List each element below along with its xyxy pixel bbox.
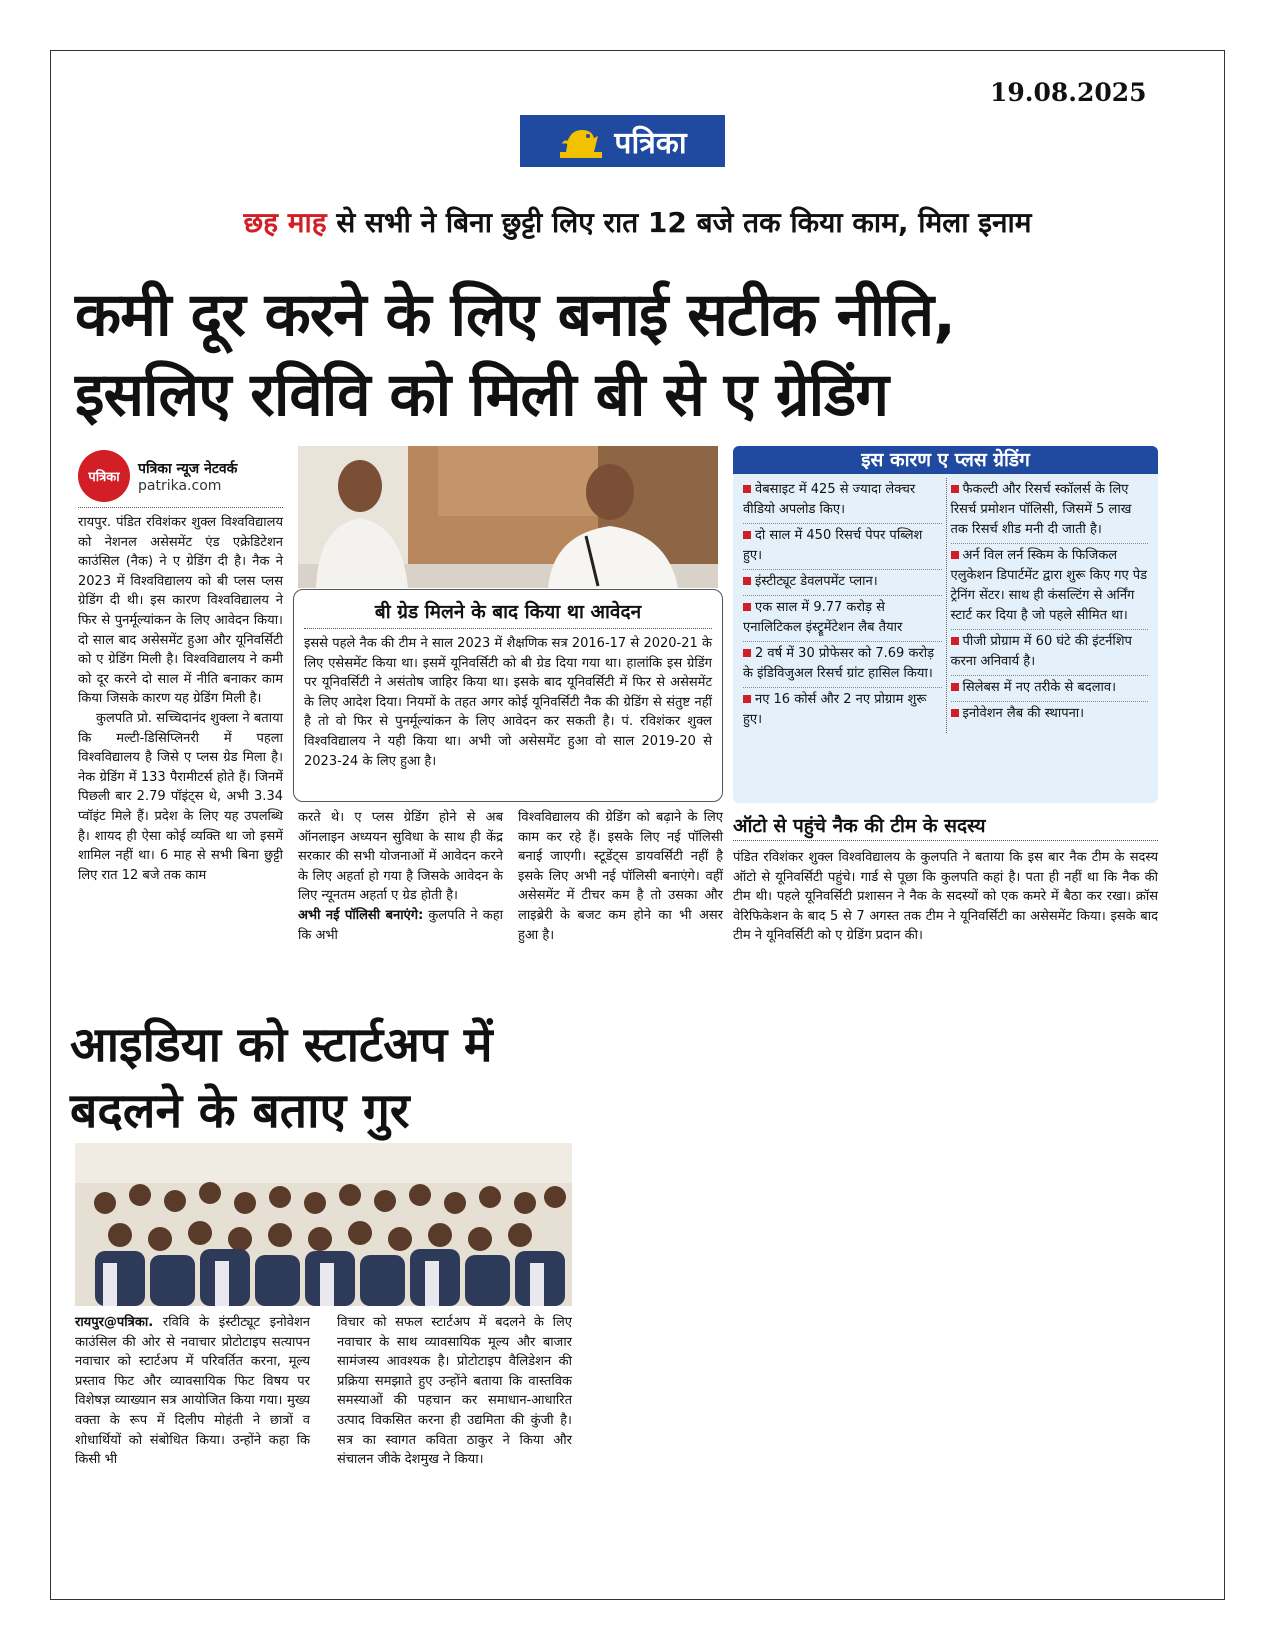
kicker-highlight: छह माह: [243, 206, 327, 239]
startup-headline: [70, 1012, 590, 1144]
list-item: इनोवेशन लैब की स्थापना।: [951, 702, 1149, 727]
article3-col2-text: विचार को सफल स्टार्टअप में बदलने के लिए नवाचार के साथ व्यावसायिक मूल्य और बाजार सामंजस्य आवश्यक है। प्रोटोटाइप वैलिडेशन की प्रक्रिया समझाते हुए उन्होंने बताया कि वास्तविक समस्याओं की पहचान कर समाधान-आधारित उत्पाद विकसित करना ही उद्यमिता की कुंजी है। सत्र का स्वागत कविता ठाकुर ने किया और संचालन जीके देशमुख ने किया।: [337, 1315, 572, 1468]
bullet-square-icon: [743, 649, 751, 657]
main-headline-line-2: इसलिए रविवि को मिली बी से ए ग्रेडिंग: [75, 360, 889, 430]
bullet-square-icon: [951, 485, 959, 493]
bullet-square-icon: [951, 709, 959, 717]
list-item: पीजी प्रोग्राम में 60 घंटे की इंटर्नशिप करना अनिवार्य है।: [951, 630, 1149, 676]
bullet-square-icon: [951, 637, 959, 645]
bullet-square-icon: [951, 683, 959, 691]
article3-col1-text: रविवि के इंस्टीट्यूट इनोवेशन काउंसिल की ओर से नवाचार प्रोटोटाइप सत्यापन नवाचार को स्टार्टअप में परिवर्तित करना, मूल्य प्रस्ताव फिट और व्यावसायिक फिट विषय पर विशेषज्ञ व्याख्यान सत्र आयोजित किया गया। मुख्य वक्ता के रूप में दिलीप मोहंती ने छात्रों व शोधार्थियों को संबोधित किया। उन्होंने कहा कि किसी भी: [75, 1315, 310, 1468]
article1-column-1: [78, 513, 283, 885]
masthead-logo-text: पत्रिका: [614, 125, 687, 161]
article2-body: पंडित रविशंकर शुक्ल विश्वविद्यालय के कुलपति ने बताया कि इस बार नैक टीम के सदस्य ऑटो से यूनिवर्सिटी पहुंचे। गार्ड से पूछा कि कुलपति कहां है। पता ही नहीं था कि नैक की टीम थी। पहले यूनिवर्सिटी प्रशासन ने नैक के सदस्यों को एक कमरे में बैठा कर रखा। क्रॉस वेरिफिकेशन के बाद 5 से 7 अगस्त तक टीम ने यूनिवर्सिटी का असेसमेंट किया। इसके बाद टीम ने यूनिवर्सिटी को ए ग्रेडिंग प्रदान की।: [733, 850, 1158, 944]
article2-title: ऑटो से पहुंचे नैक की टीम के सदस्य: [733, 815, 986, 837]
article1-column-3: [518, 808, 723, 945]
byline-site: patrika.com: [138, 477, 222, 494]
bullet-square-icon: [743, 531, 751, 539]
list-item: फैकल्टी और रिसर्च स्कॉलर्स के लिए रिसर्च प्रमोशन पॉलिसी, जिसमें 5 लाख तक रिसर्च शीड मनी दी जाती है।: [951, 478, 1149, 544]
article1-paragraph-2: कुलपति प्रो. सच्चिदानंद शुक्ला ने बताया कि मल्टी-डिसिप्लिनरी में पहला विश्वविद्यालय है जिसे ए प्लस ग्रेड मिला है। नेक ग्रेडिंग में 133 पैरामीटर्स होते हैं। जिनमें पिछली बार 2.79 पॉइंट्स थे, अभी 3.34 प्वॉइंट मिले हैं। प्रदेश के लिए यह उपलब्धि है। शायद ही ऐसा कोई व्यक्ति था जो इसमें शामिल नहीं था। 6 माह से सभी बिना छुट्टी लिए रात 12 बजे तक काम: [78, 710, 283, 883]
list-item: वेबसाइट में 425 से ज्यादा लेक्चर वीडियो अपलोड किए।: [743, 478, 942, 524]
bullet-square-icon: [743, 577, 751, 585]
list-item: एक साल में 9.77 करोड़ से एनालिटिकल इंस्ट्रूमेंटेशन लैब तैयार: [743, 596, 942, 642]
list-item: अर्न विल लर्न स्किम के फिजिकल एलुकेशन डिपार्टमेंट द्वारा शुरू किए गए पेड ट्रेनिंग सेंटर। साथ ही कंसल्टिंग से अर्निंग स्टार्ट कर दिया है जो पहले सीमित था।: [951, 544, 1149, 630]
article1-column-2: [298, 808, 503, 945]
article1-col2-paragraph: करते थे। ए प्लस ग्रेडिंग होने से अब ऑनलाइन अध्ययन सुविधा के साथ ही केंद्र सरकार की सभी योजनाओं में आवेदन करने के लिए अहर्ता हो गया है जिसके आवेदन के लिए न्यूनतम अहर्ता ए ग्रेड होती है।: [298, 810, 503, 904]
a-plus-reasons-panel: [733, 446, 1158, 803]
article1-paragraph-1: रायपुर. पंडित रविशंकर शुक्ल विश्वविद्यालय को नेशनल असेसमेंट एंड एक्रेडिटेशन काउंसिल (नैक) ने ए ग्रेडिंग दी है। नैक ने 2023 में विश्वविद्यालय को बी प्लस प्लस ग्रेडिंग दी थी। इस कारण विश्वविद्यालय ने फिर से पुनर्मूल्यांकन के लिए आवेदन किया। दो साल बाद असेसमेंट हुआ और यूनिवर्सिटी को ए ग्रेडिंग मिली है। विश्वविद्यालय ने कमी को दूर करने दो साल में नीति बनाकर काम किया जिसके कारण यह ग्रेडिंग मिली है।: [78, 515, 283, 707]
list-item: दो साल में 450 रिसर्च पेपर पब्लिश हुए।: [743, 524, 942, 570]
panel-right-list: [946, 478, 1153, 733]
byline-divider: [78, 507, 283, 508]
article1-col2-tail: कुलपति ने कहा कि अभी: [298, 907, 503, 943]
bullet-square-icon: [743, 603, 751, 611]
byline: [78, 450, 237, 502]
list-item: इंस्टीट्यूट डेवलपमेंट प्लान।: [743, 570, 942, 596]
article3-dateline: रायपुर@पत्रिका.: [75, 1315, 154, 1330]
vice-chancellor-photo: [298, 446, 718, 588]
main-headline-line-1: कमी दूर करने के लिए बनाई सटीक नीति,: [75, 280, 955, 350]
clipping-date: 19.08.2025: [990, 78, 1147, 107]
list-item: सिलेबस में नए तरीके से बदलाव।: [951, 676, 1149, 702]
lion-emblem-icon: [558, 122, 604, 160]
startup-headline-line-2: बदलने के बताए गुर: [70, 1083, 410, 1139]
box1-divider: [304, 628, 712, 629]
article1-col3-paragraph: विश्वविद्यालय की ग्रेडिंग को बढ़ाने के लिए काम कर रहे हैं। इसके लिए नई पॉलिसी बनाई जाएगी। स्टूडेंट्स डायवर्सिटी नहीं है इसके लिए अभी नई पॉलिसी बनाएंगे। वहीं असेसमेंट में टीचर कम है तो उसका और लाइब्रेरी के बजट कम होने का भी असर हुआ है।: [518, 810, 723, 943]
main-headline: [75, 275, 1215, 435]
group-photo: [75, 1143, 572, 1306]
startup-headline-line-1: आइडिया को स्टार्टअप में: [70, 1017, 493, 1073]
list-item: नए 16 कोर्स और 2 नए प्रोग्राम शुरू हुए।: [743, 692, 927, 727]
newspaper-masthead: [520, 115, 725, 167]
box1-title: बी ग्रेड मिलने के बाद किया था आवेदन: [374, 601, 642, 623]
bullet-square-icon: [743, 485, 751, 493]
panel-title: इस कारण ए प्लस ग्रेडिंग: [733, 446, 1158, 474]
article1-subhead: अभी नई पॉलिसी बनाएंगे:: [298, 907, 424, 923]
patrika-badge-icon: पत्रिका: [78, 450, 130, 502]
article3-column-1: [75, 1313, 310, 1470]
applied-after-b-grade-box: [293, 589, 723, 802]
kicker-line: [60, 203, 1215, 241]
bullet-square-icon: [951, 551, 959, 559]
bullet-square-icon: [743, 695, 751, 703]
article2-divider: [733, 840, 1158, 841]
list-item: 2 वर्ष में 30 प्रोफेसर को 7.69 करोड़ के इंडिविजुअल रिसर्च ग्रांट हासिल किया।: [743, 642, 942, 688]
panel-left-list: [739, 478, 946, 733]
byline-network: पत्रिका न्यूज नेटवर्क: [138, 460, 238, 477]
article3-column-2: [337, 1313, 572, 1470]
kicker-rest: से सभी ने बिना छुट्टी लिए रात 12 बजे तक किया काम, मिला इनाम: [326, 206, 1032, 239]
box1-body: इससे पहले नैक की टीम ने साल 2023 में शैक्षणिक सत्र 2016-17 से 2020-21 के लिए एसेसमेंट किया था। इसमें यूनिवर्सिटी को बी ग्रेड दिया गया था। हालांकि इस ग्रेडिंग पर यूनिवर्सिटी ने असंतोष जाहिर किया था। इसके बाद यूनिवर्सिटी में फिर से असेसमेंट के लिए आदेश दिया। नियमों के तहत अगर कोई यूनिवर्सिटी नैक की ग्रेडिंग से संतुष्ट नहीं है तो वो फिर से पुनर्मूल्यांकन के लिए आवेदन कर सकती है। पं. रविशंकर शुक्ल विश्वविद्यालय ने यही किया था। अभी जो असेसमेंट हुआ वो साल 2019-20 से 2023-24 के लिए हुआ है।: [304, 636, 712, 769]
